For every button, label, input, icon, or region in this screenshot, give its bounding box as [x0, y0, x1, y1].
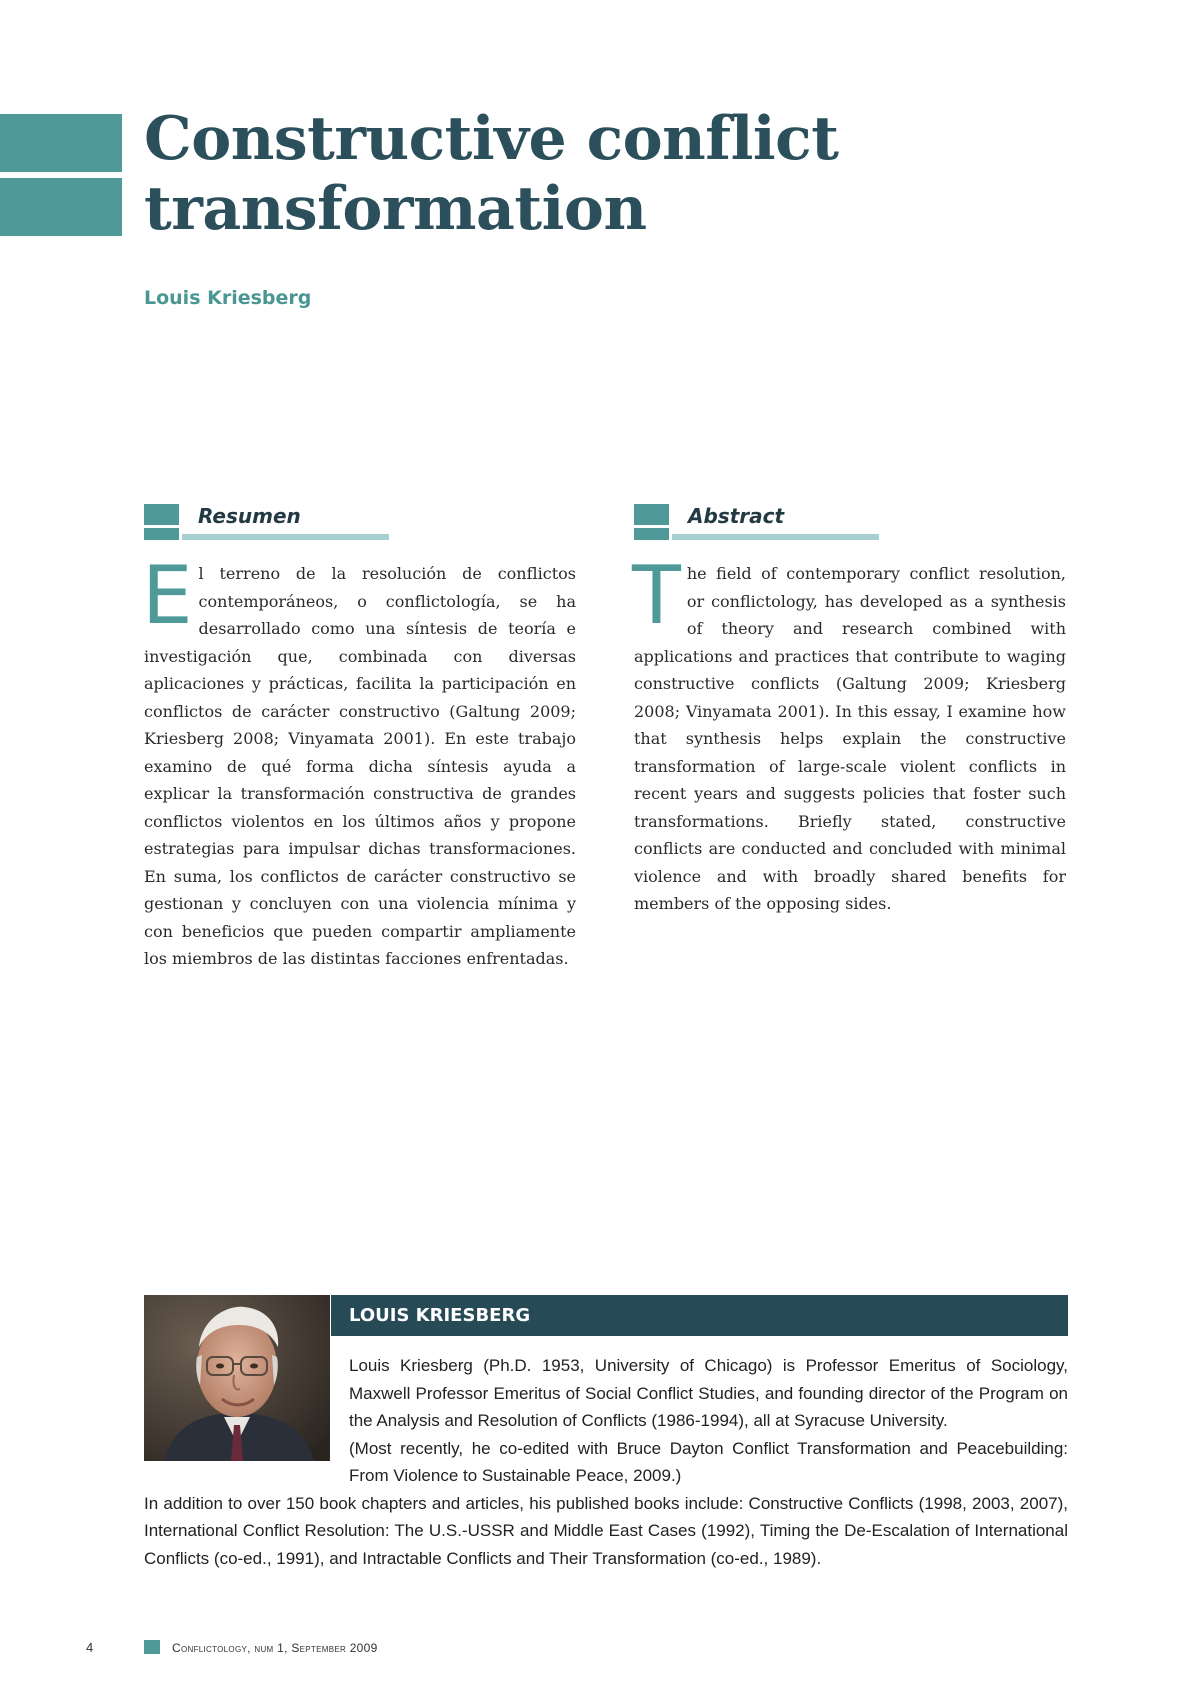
- section-rule: [672, 534, 879, 540]
- section-marker: [144, 504, 179, 525]
- decorative-block-top: [0, 114, 122, 172]
- page-number: 4: [86, 1640, 94, 1655]
- photo-spacer: [144, 1352, 349, 1488]
- abstract-heading-block: [634, 504, 879, 540]
- abstract-body: he field of contemporary conflict resolution, or conflictology, has developed as a synthesis of theory and research combined with applications and practices that contribute to waging constructive conflicts (Galtung 2009; Kriesberg 2008; Vinyamata 2001). In this essay, I examine how that synthesis helps explain the constructive transformation of large-scale violent conflicts in recent years and suggests policies that foster such transformations. Briefly stated, constructive conflicts are conducted and concluded with minimal violence and with broadly shared benefits for members of the opposing sides.: [634, 564, 1066, 913]
- resumen-heading: Resumen: [198, 504, 301, 528]
- resumen-body: l terreno de la resolución de conflictos contemporáneos, o conflictología, se ha desarrollado como una síntesis de teoría e investigación que, combinada con diversas aplicaciones y prácticas, facilita la participación en conflictos de carácter constructivo (Galtung 2009; Kriesberg 2008; Vinyamata 2001). En este trabajo examino de qué forma dicha síntesis ayuda a explicar la transformación constructiva de grandes conflictos violentos en los últimos años y propone estrategias para impulsar dichas transformaciones. En suma, los conflictos de carácter constructivo se gestionan y concluyen con una violencia mínima y con beneficios que pueden compartir ampliamente los miembros de las distintas facciones enfrentadas.: [144, 564, 576, 968]
- resumen-dropcap: E: [142, 549, 193, 642]
- resumen-heading-block: [144, 504, 389, 540]
- article-title: Constructive conflict transformation: [144, 104, 839, 244]
- section-marker-base: [144, 528, 179, 540]
- abstract-heading: Abstract: [688, 504, 785, 528]
- author-bio-text: [144, 1352, 1068, 1572]
- section-rule: [182, 534, 389, 540]
- journal-citation: Conflictology, num 1, September 2009: [172, 1641, 378, 1655]
- author-bio-header: [331, 1295, 1068, 1336]
- decorative-block-bottom: [0, 178, 122, 236]
- bio-paragraph: Louis Kriesberg (Ph.D. 1953, University of Chicago) is Professor Emeritus of Sociology, Maxwell Professor Emeritus of Social Conflict Studies, and founding director of the Program on the Analysis and Resolution of Conflicts (1986-1994), all at Syracuse University.: [349, 1356, 1068, 1430]
- footer-marker: [144, 1640, 160, 1654]
- section-marker: [634, 504, 669, 525]
- article-author: Louis Kriesberg: [144, 287, 312, 309]
- resumen-text: [142, 549, 576, 973]
- abstract-text: [632, 549, 1066, 918]
- abstract-dropcap: T: [632, 549, 681, 642]
- author-bio-name: LOUIS KRIESBERG: [349, 1305, 531, 1326]
- bio-paragraph: (Most recently, he co-edited with Bruce Dayton Conflict Transformation and Peacebuilding: From Violence to Sustainable Peace, 2009.): [349, 1438, 1068, 1485]
- section-marker-base: [634, 528, 669, 540]
- bio-paragraph: In addition to over 150 book chapters and articles, his published books include: Constructive Conflicts (1998, 2003, 2007), International Conflict Resolution: The U.S.-USSR and Middle East Cases (1992), Timing the De-Escalation of International Conflicts (co-ed., 1991), and Intractable Conflicts and Their Transformation (co-ed., 1989).: [144, 1493, 1068, 1568]
